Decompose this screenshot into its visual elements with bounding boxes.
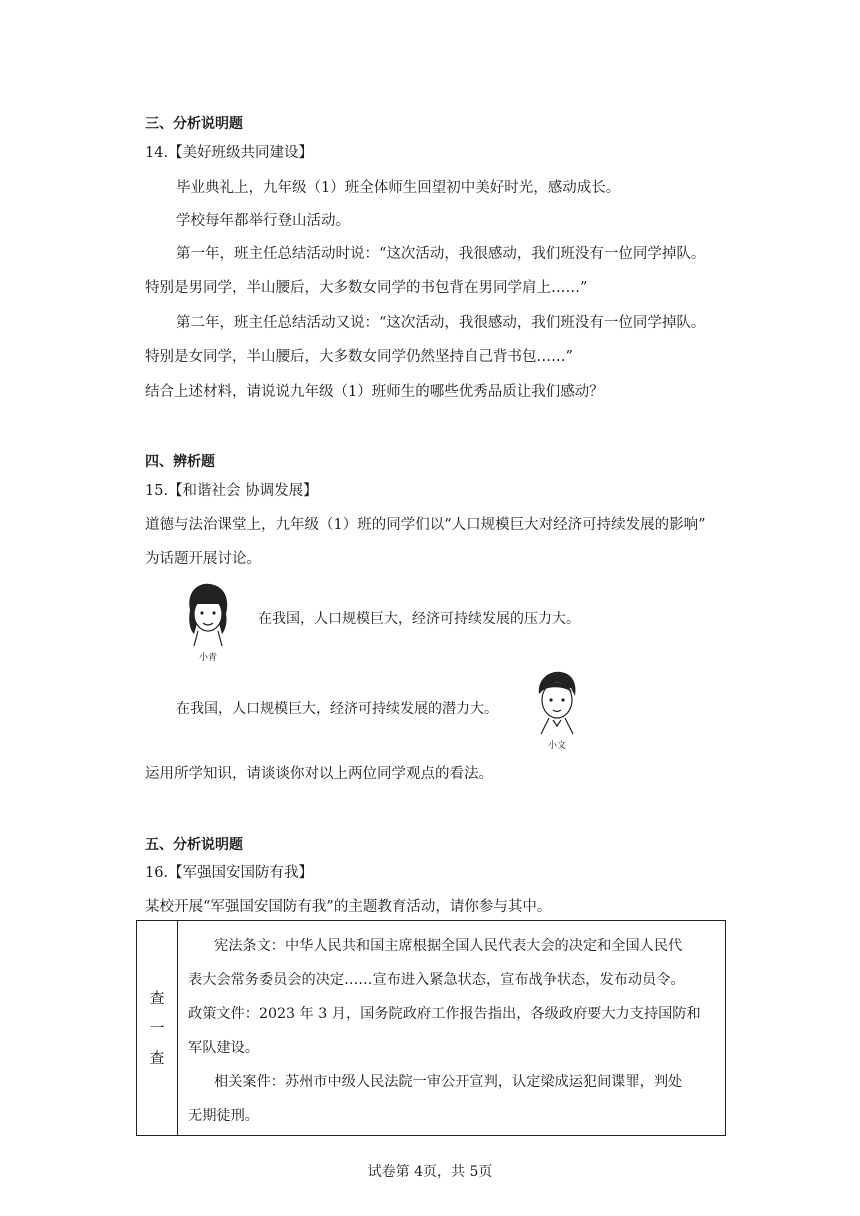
table-line-1: 宪法条文：中华人民共和国主席根据全国人民代表大会的决定和全国人民代 — [214, 938, 683, 954]
q14-line-6: 特别是女同学，半山腰后，大多数女同学仍然坚持自己背书包……” — [145, 349, 573, 365]
table-line-6: 无期徒刑。 — [188, 1108, 259, 1124]
q14-line-2: 学校每年都举行登山活动。 — [176, 213, 350, 229]
girl-name-label: 小青 — [198, 653, 217, 663]
boy-speech: 在我国，人口规模巨大，经济可持续发展的潜力大。 — [176, 701, 498, 717]
table-label: 查 一 查 — [149, 989, 165, 1067]
q16-intro: 某校开展“军强国安国防有我”的主题教育活动，请你参与其中。 — [145, 899, 552, 915]
table-line-3: 政策文件：2023 年 3 月，国务院政府工作报告指出，各级政府要大力支持国防和 — [188, 1006, 701, 1022]
research-table — [136, 920, 726, 1136]
girl-student-illustration — [178, 580, 238, 663]
q15-intro-line-1: 道德与法治课堂上，九年级（1）班的同学们以“人口规模巨大对经济可持续发展的影响” — [145, 517, 706, 533]
section-title-5: 五、分析说明题 — [145, 837, 243, 853]
q14-line-3: 第一年，班主任总结活动时说：“这次活动，我很感动，我们班没有一位同学掉队。 — [176, 246, 706, 262]
table-line-4: 军队建设。 — [188, 1040, 259, 1056]
q15-intro-line-2: 为话题开展讨论。 — [145, 551, 261, 567]
question-14-title: 14.【美好班级共同建设】 — [145, 145, 314, 161]
question-14-prompt: 结合上述材料，请说说九年级（1）班师生的哪些优秀品质让我们感动？ — [145, 384, 604, 400]
table-line-2: 表大会常务委员会的决定……宣布进入紧急状态，宣布战争状态，发布动员令。 — [188, 972, 685, 988]
table-label-cell — [137, 921, 178, 1136]
page-footer: 试卷第 4页，共 5页 — [367, 1164, 493, 1180]
boy-name-label: 小文 — [547, 741, 566, 751]
girl-speech: 在我国，人口规模巨大，经济可持续发展的压力大。 — [258, 611, 580, 627]
section-title-3: 三、分析说明题 — [145, 116, 243, 132]
question-16-title: 16.【军强国安国防有我】 — [145, 865, 314, 881]
table-line-5: 相关案件：苏州市中级人民法院一审公开宣判，认定梁成运犯间谍罪，判处 — [214, 1074, 683, 1090]
q14-line-5: 第二年，班主任总结活动又说：“这次活动，我很感动，我们班没有一位同学掉队。 — [176, 315, 706, 331]
q14-line-4: 特别是男同学，半山腰后，大多数女同学的书包背在男同学肩上……” — [145, 280, 588, 296]
section-title-4: 四、辨析题 — [145, 454, 215, 470]
q14-line-1: 毕业典礼上，九年级（1）班全体师生回望初中美好时光，感动成长。 — [176, 180, 621, 196]
boy-student-illustration — [527, 668, 587, 751]
table-content-cell — [178, 921, 726, 1136]
question-15-prompt: 运用所学知识，请谈谈你对以上两位同学观点的看法。 — [145, 766, 493, 782]
question-15-title: 15.【和谐社会 协调发展】 — [145, 483, 318, 499]
